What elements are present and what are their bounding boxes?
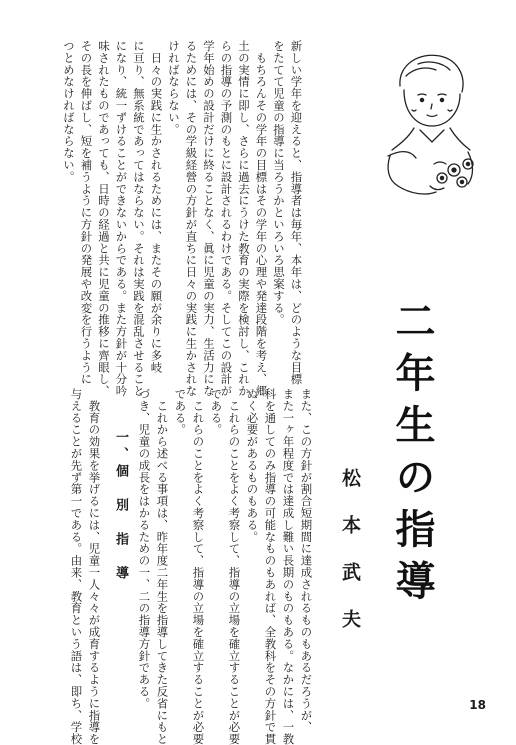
text-column: 学年始めの設計だけに終ることなく、眞に児童の実力、生活力にな (201, 40, 216, 397)
text-column: 与えることが先ず第一である。由来、教育という語は、即ち、学校 (69, 388, 84, 745)
article-author: 松本武夫 (339, 468, 361, 656)
section-heading: 一、個 別 指 導 (113, 430, 128, 583)
text-column: 科を通してのみ指導の可能なものもあれば、全教科をその方針で貫 (263, 388, 278, 745)
text-column: 味されたものであっても、日時の経過と共に児童の推移に齊眼し、 (96, 40, 111, 397)
text-column: になり、統一ずけることができないからである。また方針が十分吟 (114, 40, 129, 397)
text-column: また一ヶ年程度では達成し難い長期のものもある。なかには、一教 (281, 388, 296, 745)
text-column: 日々の実践に生かされるためには、またその願が余りに多岐 (149, 40, 164, 374)
text-column: つとめなければならない。 (61, 40, 76, 183)
text-column: づき、児童の成長をはかるための一、二の指導方針である。 (137, 388, 152, 710)
text-column: をたてて児童の指導に当ろうかといろいろ思案する。 (271, 40, 286, 326)
text-column: また、この方針が割合短期間に達成されるものもあるだろうが、 (299, 388, 314, 734)
text-column: ぬく必要があるものもある。 (245, 388, 260, 543)
page-number: 18 (469, 698, 486, 712)
text-column: 土の実情に即し、さらに過去にうけた教育の実際を検討し、これか (236, 40, 251, 397)
text-column: もちろんその学年の目標はその学年の心理や発達段階を考え、郷 (254, 40, 269, 397)
text-column: である。 (173, 388, 188, 436)
text-column: これから述べる事項は、昨年度二年生を指導してきた反省にもと (155, 388, 170, 745)
text-column: るためには、その学級経營の方針が直ちに日々の実践に生かされな (184, 40, 199, 397)
text-column: である。 (209, 388, 224, 436)
child-illustration (370, 46, 490, 211)
text-column: 新しい学年を迎えると、指導者は毎年、本年は、どのような目標 (289, 40, 304, 386)
text-column: に亘り、無系統であってはならない。それは実践を混乱させること (131, 40, 146, 397)
text-column: これらのことをよく考察して、指導の立場を確立することが必要 (227, 388, 242, 745)
article-title: 二年生の指導 (389, 300, 435, 612)
text-column: 教育の効果を挙げるには、児童一人々々が成育するように指導を (87, 388, 102, 745)
text-column: らの指導の予測のもとに設計されるわけである。そしてこの設計が (219, 40, 234, 397)
text-column: ければならない。 (166, 40, 181, 136)
text-column: その長を伸ばし、短を補うように方針の発展や改変を行うように (79, 40, 94, 386)
text-column: これらのことをよく考察して、指導の立場を確立することが必要 (191, 388, 206, 745)
